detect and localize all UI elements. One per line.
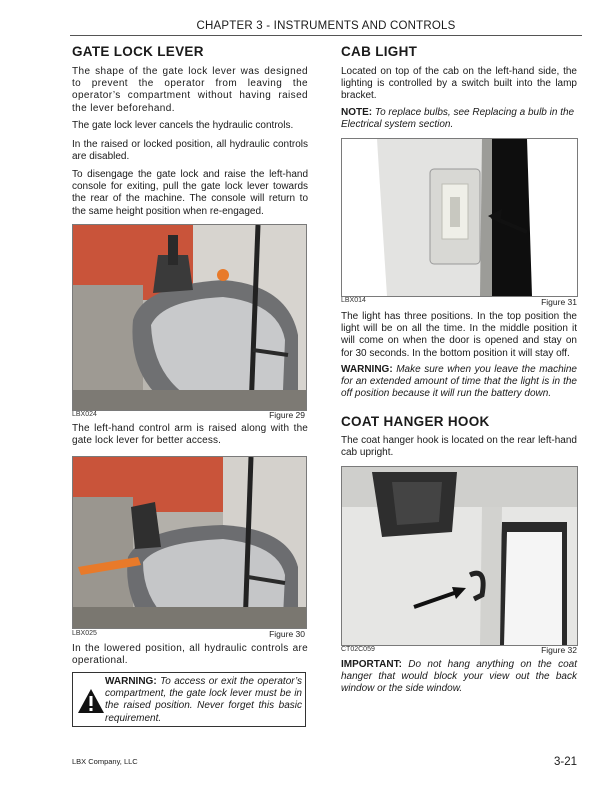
figure-32-label: Figure 32: [541, 645, 577, 655]
figure-31-label: Figure 31: [541, 297, 577, 307]
figure-30-label: Figure 30: [269, 629, 305, 639]
cab-light-warning-body: Make sure when you leave the machine for an extended amount of time that the light is in the off position because it will run the battery down.: [341, 364, 577, 400]
important-label: IMPORTANT:: [341, 659, 402, 670]
figure-29-photo: [72, 224, 307, 411]
gate-lock-paragraph-2: The gate lock lever cancels the hydraulic controls.: [72, 120, 294, 131]
cab-light-paragraph-2: The light has three positions. In the top position the light will be on all the time. In the middle position it will come on when the door is opened and stay on for 30 seconds. In the bottom position it will stay off.: [341, 311, 577, 359]
warning-box: [72, 672, 306, 727]
important-body: Do not hang anything on the coat hanger that would block your view out the back window or the side window.: [341, 659, 577, 695]
coat-hanger-image: [342, 467, 577, 645]
figure-29-label: Figure 29: [269, 410, 305, 420]
chapter-header: CHAPTER 3 - INSTRUMENTS AND CONTROLS: [196, 20, 456, 32]
figure-32-photo: [341, 466, 578, 646]
cab-light-note: [341, 107, 577, 131]
warning-body: To access or exit the operator’s compartment, the gate lock lever must be in the raised position. Never forget this basic requirement.: [105, 676, 302, 724]
figure-30-photo: [72, 456, 307, 629]
figure-31-code: LBX014: [341, 297, 366, 304]
section-title-cab-light: CAB LIGHT: [341, 44, 418, 59]
page-number: 3-21: [553, 756, 577, 768]
coat-hanger-paragraph-1: The coat hanger hook is located on the rear left-hand cab upright.: [341, 435, 577, 459]
footer-company: LBX Company, LLC: [72, 757, 138, 766]
coat-hanger-important: [341, 659, 577, 696]
gate-lock-paragraph-6: In the lowered position, all hydraulic controls are operational.: [72, 643, 308, 667]
operator-seat-lowered-image: [73, 457, 306, 628]
section-title-coat-hanger-hook: COAT HANGER HOOK: [341, 414, 490, 429]
figure-29-code: LBX024: [72, 411, 97, 418]
note-label: NOTE:: [341, 107, 373, 118]
warning-triangle-icon: [77, 688, 105, 714]
figure-31-photo: [341, 138, 578, 297]
cab-light-warning-label: WARNING:: [341, 364, 393, 375]
cab-light-image: [342, 139, 577, 296]
gate-lock-paragraph-4: To disengage the gate lock and raise the left-hand console for exiting, pull the gate lock lever towards the rear of the machine. The console will return to the same height position when re-engaged.: [72, 169, 308, 217]
figure-30-code: LBX025: [72, 630, 97, 637]
warning-text: [105, 676, 302, 725]
note-body: To replace bulbs, see Replacing a bulb in the Electrical system section.: [341, 107, 575, 131]
figure-32-code: CT02C059: [341, 646, 375, 653]
header-rule: [70, 35, 582, 36]
gate-lock-paragraph-1: The shape of the gate lock lever was designed to prevent the operator from leaving the operator’s compartment without having raised the lever beforehand.: [72, 66, 308, 114]
warning-label: WARNING:: [105, 676, 157, 687]
gate-lock-paragraph-5: The left-hand control arm is raised along with the gate lock lever for better access.: [72, 423, 308, 447]
section-title-gate-lock-lever: GATE LOCK LEVER: [72, 44, 204, 59]
cab-light-warning: [341, 364, 577, 401]
gate-lock-paragraph-3: In the raised or locked position, all hydraulic controls are disabled.: [72, 139, 308, 163]
operator-seat-raised-image: [73, 225, 306, 410]
cab-light-paragraph-1: Located on top of the cab on the left-hand side, the lighting is controlled by a switch built into the lamp bracket.: [341, 66, 577, 102]
